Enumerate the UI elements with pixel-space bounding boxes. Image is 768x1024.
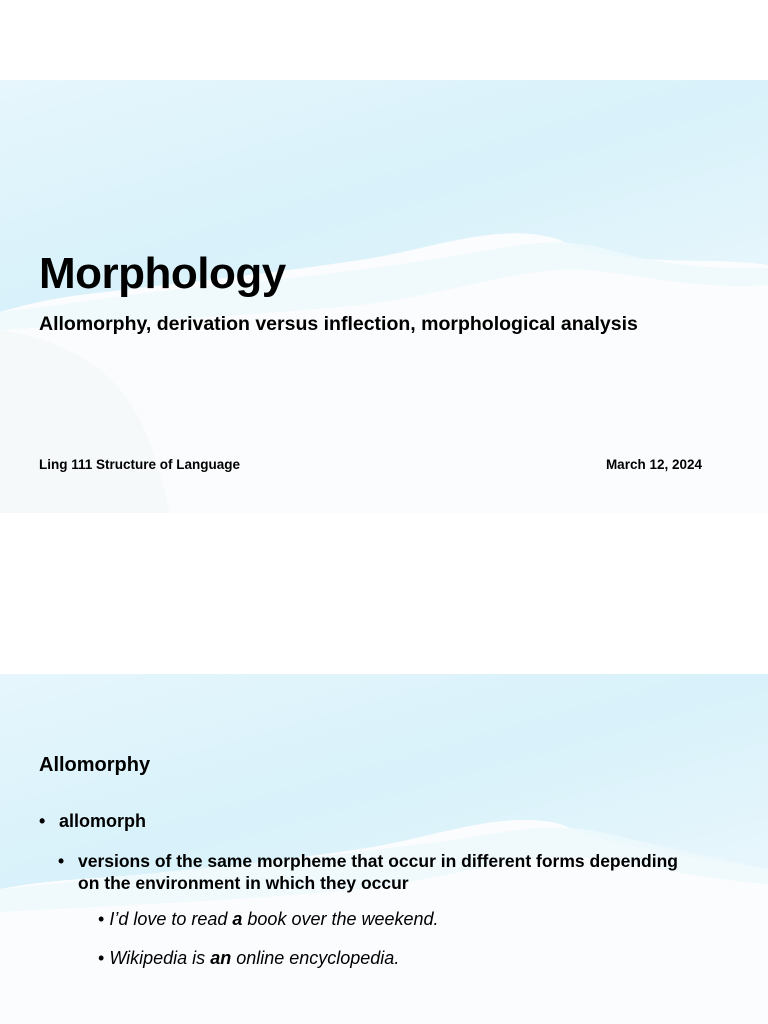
bullet-marker: • [58, 851, 65, 871]
slide-title: Morphology [39, 249, 286, 298]
example-highlight: a [232, 909, 243, 929]
title-slide [0, 80, 768, 513]
example-text-before: I’d love to read [109, 909, 233, 929]
example-highlight: an [210, 948, 232, 968]
bullet-definition [58, 850, 678, 894]
example-text-after: book over the weekend. [242, 909, 439, 929]
example-item [98, 948, 399, 970]
bullet-marker: • [98, 909, 105, 929]
slide-subtitle: Allomorphy, derivation versus inflection, morphological analysis [39, 313, 638, 335]
slide-heading: Allomorphy [39, 754, 151, 776]
bullet-marker: • [39, 811, 46, 831]
example-text-after: online encyclopedia. [231, 948, 400, 968]
definition-text: versions of the same morpheme that occur in different forms depending on the environment in which they occur [78, 851, 678, 893]
course-name: Ling 111 Structure of Language [39, 457, 241, 472]
allomorphy-slide [0, 674, 768, 1024]
example-item [98, 909, 439, 931]
wave-background [0, 674, 768, 1024]
example-text-before: Wikipedia is [109, 948, 211, 968]
term-label: allomorph [59, 811, 147, 831]
bullet-allomorph [39, 811, 146, 833]
lecture-date: March 12, 2024 [605, 457, 702, 472]
bullet-marker: • [98, 948, 105, 968]
